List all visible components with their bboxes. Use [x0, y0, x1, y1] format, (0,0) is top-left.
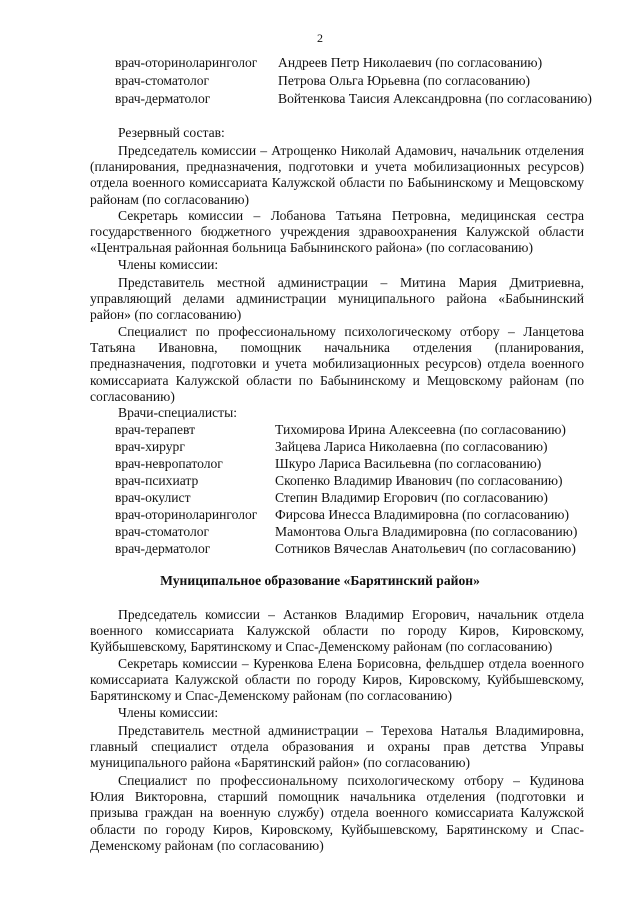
doctor-specialty: врач-дерматолог	[115, 91, 211, 106]
doctor-specialty: врач-стоматолог	[115, 73, 210, 88]
doctor-name: Скопенко Владимир Иванович (по согласованию)	[275, 473, 563, 488]
list-item	[115, 490, 595, 506]
list-item	[115, 473, 595, 489]
doctor-name: Сотников Вячеслав Анатольевич (по согласованию)	[275, 541, 576, 556]
doctor-specialty: врач-стоматолог	[115, 524, 210, 539]
list-item	[115, 439, 595, 455]
reserve-secretary: Секретарь комиссии – Лобанова Татьяна Петровна, медицинская сестра государственного бюджетного учреждения здравоохранения Калужской области «Центральная районная больница Бабынинского района» (по согласованию)	[90, 208, 584, 256]
list-item	[115, 541, 595, 557]
doctor-specialty: врач-дерматолог	[115, 541, 211, 556]
doctor-specialty: врач-оториноларинголог	[115, 507, 258, 522]
doctor-name: Андреев Петр Николаевич (по согласованию)	[278, 55, 543, 70]
section2-psych-specialist: Специалист по профессиональному психологическому отбору – Кудинова Юлия Викторовна, старший помощник начальника отделения (подготовки и призыва граждан на военную службу) отдела военного комиссариата Калужской области по городу Киров, Кировскому, Куйбышевскому, Барятинскому и Спас-Деменскому районам (по согласованию)	[90, 773, 584, 853]
doctor-name: Фирсова Инесса Владимировна (по согласованию)	[275, 507, 569, 522]
section2-secretary: Секретарь комиссии – Куренкова Елена Борисовна, фельдшер отдела военного комиссариата Калужской области по городу Киров, Кировскому, Куйбышевскому, Барятинскому и Спас-Деменскому районам (по согласованию)	[90, 656, 584, 704]
list-item	[115, 55, 595, 71]
section2-admin-representative: Представитель местной администрации – Терехова Наталья Владимировна, главный специалист отдела образования и охраны прав детства Управы муниципального района «Барятинский район» (по согласованию)	[90, 723, 584, 771]
doctor-name: Тихомирова Ирина Алексеевна (по согласованию)	[275, 422, 566, 437]
section2-chairman: Председатель комиссии – Астанков Владимир Егорович, начальник отдела военного комиссариата Калужской области по городу Киров, Кировскому, Куйбышевскому, Барятинскому и Спас-Деменскому районам (по согласованию)	[90, 607, 584, 655]
doctor-name: Петрова Ольга Юрьевна (по согласованию)	[278, 73, 531, 88]
list-item	[115, 73, 595, 89]
list-item	[115, 507, 595, 523]
reserve-title: Резервный состав:	[118, 125, 225, 140]
doctor-name: Мамонтова Ольга Владимировна (по согласованию)	[275, 524, 578, 539]
page-number: 2	[317, 31, 323, 45]
reserve-members-title: Члены комиссии:	[118, 257, 219, 272]
list-item	[115, 524, 595, 540]
reserve-admin-representative: Представитель местной администрации – Митина Мария Дмитриевна, управляющий делами администрации муниципального района «Бабынинский район» (по согласованию)	[90, 275, 584, 323]
section2-members-title: Члены комиссии:	[118, 705, 219, 720]
section-heading: Муниципальное образование «Барятинский район»	[160, 573, 480, 588]
list-item	[115, 456, 595, 472]
doctor-specialty: врач-окулист	[115, 490, 191, 505]
doctor-name: Войтенкова Таисия Александровна (по согласованию)	[278, 91, 592, 106]
doctor-name: Степин Владимир Егорович (по согласованию)	[275, 490, 548, 505]
doctor-specialty: врач-невропатолог	[115, 456, 223, 471]
doctor-specialty: врач-терапевт	[115, 422, 196, 437]
list-item	[115, 91, 595, 107]
doctor-specialty: врач-хирург	[115, 439, 185, 454]
reserve-psych-specialist: Специалист по профессиональному психологическому отбору – Ланцетова Татьяна Ивановна, помощник начальника отделения (планирования, предназначения, подготовки и учета мобилизационных ресурсов) отдела военного комиссариата Калужской области по Бабынинскому и Мещовскому районам (по согласованию)	[90, 324, 584, 404]
list-item	[115, 422, 595, 438]
doctor-name: Зайцева Лариса Николаевна (по согласованию)	[275, 439, 548, 454]
reserve-chairman: Председатель комиссии – Атрощенко Николай Адамович, начальник отделения (планирования, предназначения, подготовки и учета мобилизационных ресурсов) отдела военного комиссариата Калужской области по Бабынинскому и Мещовскому районам (по согласованию)	[90, 143, 584, 207]
doctor-specialty: врач-оториноларинголог	[115, 55, 258, 70]
doctor-specialty: врач-психиатр	[115, 473, 199, 488]
doctor-name: Шкуро Лариса Васильевна (по согласованию)	[275, 456, 542, 471]
reserve-doctors-title: Врачи-специалисты:	[118, 405, 237, 420]
